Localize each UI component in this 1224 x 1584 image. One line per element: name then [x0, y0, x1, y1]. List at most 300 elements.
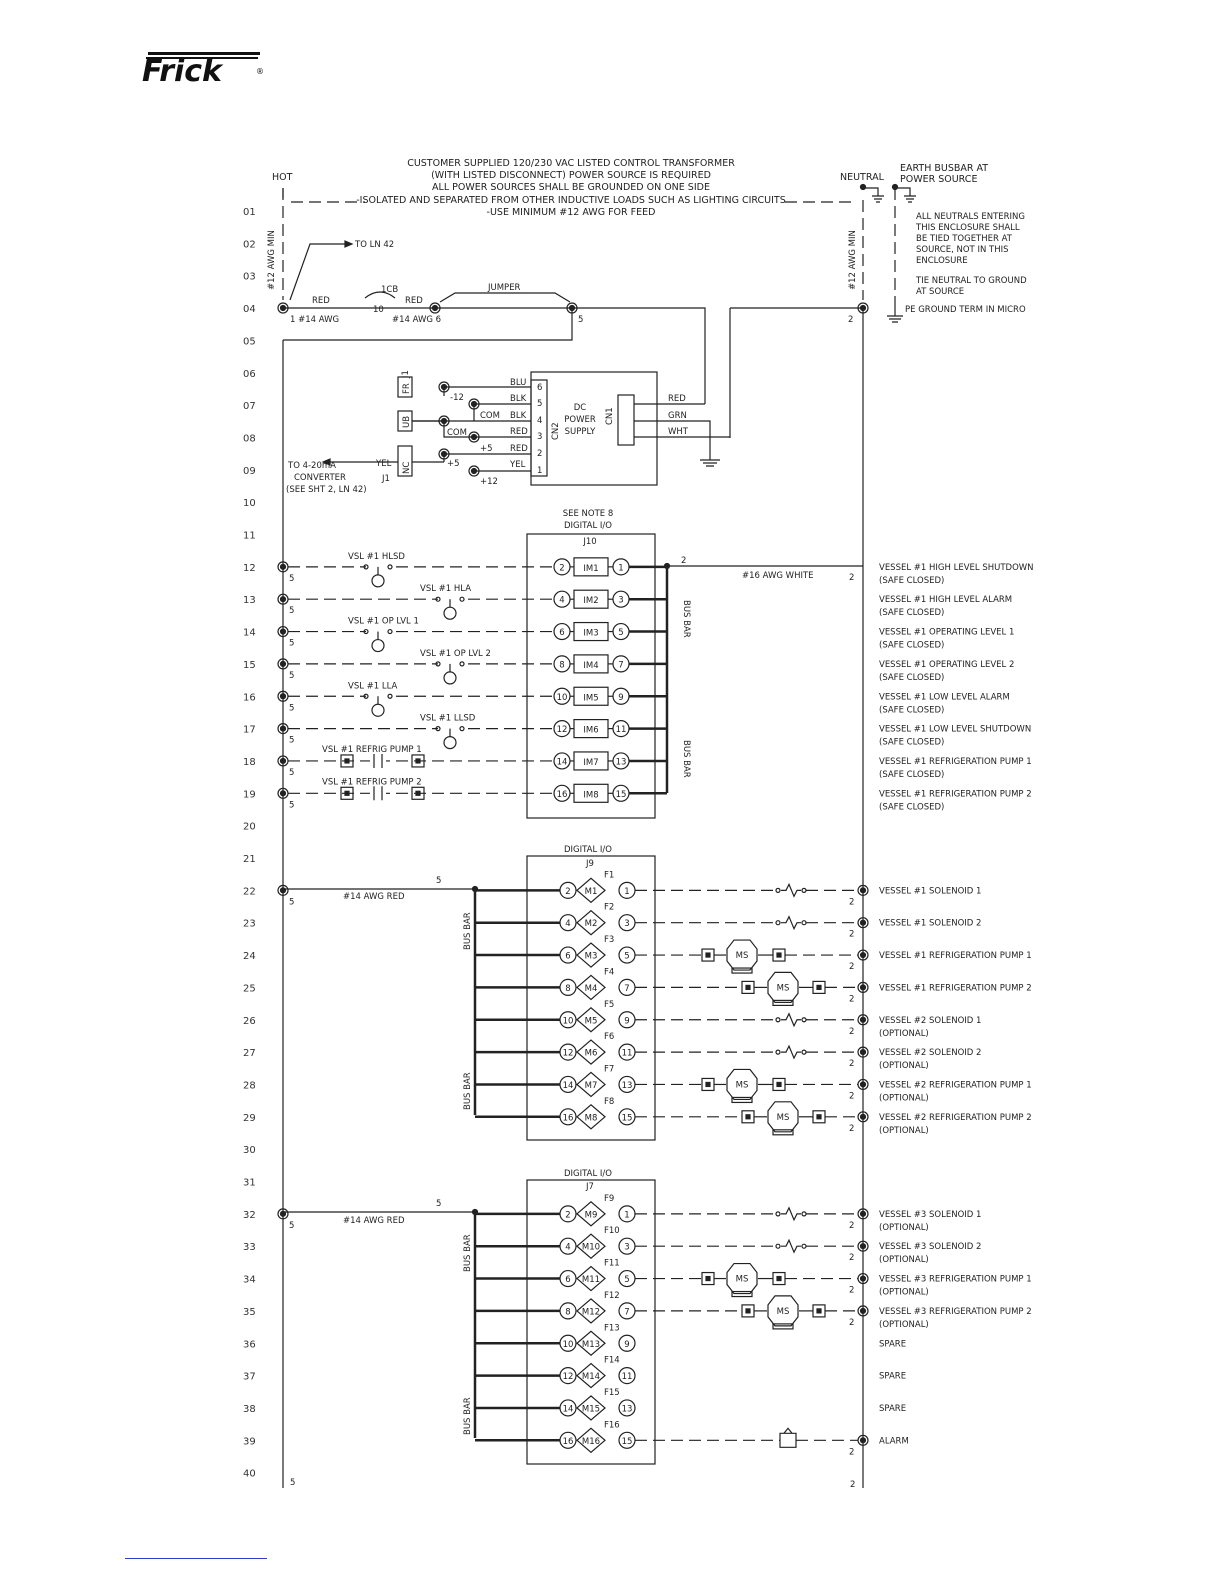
pin-number: 5	[624, 1275, 630, 1286]
svg-text:6: 6	[537, 383, 543, 393]
solenoid-contact	[776, 1018, 780, 1022]
io-description: SPARE	[879, 1403, 907, 1414]
fuse-label: F2	[604, 902, 615, 913]
aux-contact-dot	[777, 953, 781, 957]
line-number: 20	[243, 821, 256, 833]
earth-label-1: EARTH BUSBAR AT	[900, 163, 989, 174]
io-description: VESSEL #1 LOW LEVEL SHUTDOWN	[879, 724, 1032, 735]
output-module-label: M16	[581, 1436, 601, 1447]
output-module-label: M11	[581, 1275, 601, 1286]
line-number: 31	[243, 1177, 256, 1189]
wire-node	[861, 1114, 866, 1119]
jumper-label: JUMPER	[488, 283, 521, 293]
line-number: 11	[243, 530, 256, 542]
svg-text:BUS BAR: BUS BAR	[463, 1397, 473, 1435]
earth-label-2: POWER SOURCE	[900, 174, 978, 185]
solenoid-contact	[802, 1244, 806, 1248]
pin-number: 3	[624, 919, 630, 930]
line-number: 16	[243, 692, 256, 704]
wire-node	[281, 726, 286, 731]
pin-number: 13	[621, 1080, 633, 1091]
wire-node	[281, 597, 286, 602]
wire-node	[861, 1017, 866, 1022]
io-subdescription: (OPTIONAL)	[879, 1319, 929, 1330]
svg-text:DIGITAL I/O: DIGITAL I/O	[564, 1169, 612, 1179]
wire-node	[861, 1050, 866, 1055]
pin-number: 12	[562, 1372, 574, 1383]
line-number: 23	[243, 918, 256, 930]
switch-label: VSL #1 LLA	[348, 681, 398, 692]
line-number: 37	[243, 1371, 256, 1383]
logo-text: Frick	[142, 54, 223, 88]
switch-label: VSL #1 HLSD	[348, 551, 405, 562]
svg-text:CN2: CN2	[551, 422, 561, 440]
pin-number: 7	[618, 660, 624, 671]
awg-min-right: #12 AWG MIN	[848, 230, 858, 290]
line-number: 27	[243, 1048, 256, 1060]
solenoid-contact	[802, 888, 806, 892]
pin-number: 2	[559, 563, 565, 574]
svg-text:GRN: GRN	[668, 411, 687, 421]
line-number: 36	[243, 1339, 256, 1351]
line-number: 29	[243, 1112, 256, 1124]
aux-contact-dot	[345, 759, 349, 763]
tie-note-1: TIE NEUTRAL TO GROUND	[916, 276, 1027, 286]
switch-label: VSL #1 HLA	[420, 584, 472, 595]
svg-text:WHT: WHT	[668, 427, 688, 437]
output-module-label: M5	[584, 1016, 598, 1027]
svg-text:5: 5	[290, 1478, 296, 1488]
svg-text:5: 5	[578, 315, 584, 325]
wire-number: 2	[849, 962, 855, 973]
input-module-label: IM6	[583, 725, 599, 736]
io-description: ALARM	[879, 1436, 909, 1447]
svg-text:3: 3	[537, 432, 543, 442]
wire-node	[281, 694, 286, 699]
pin-number: 10	[562, 1016, 574, 1027]
pin-number: 7	[624, 1307, 630, 1318]
wire-number: 2	[849, 1026, 855, 1037]
pin-number: 4	[559, 595, 565, 606]
line-number: 13	[243, 595, 256, 607]
svg-text:2: 2	[537, 449, 543, 459]
pin-number: 1	[624, 886, 630, 897]
note-line-1: CUSTOMER SUPPLIED 120/230 VAC LISTED CONTROL TRANSFORMER	[407, 158, 735, 169]
pin-number: 15	[621, 1113, 633, 1124]
motor-starter-label: MS	[735, 951, 749, 962]
wire-label-1: 1 #14 AWG	[290, 315, 340, 325]
fuse-label: F3	[604, 935, 615, 946]
pin-number: 10	[562, 1339, 574, 1350]
io-description: VESSEL #3 REFRIGERATION PUMP 1	[879, 1274, 1032, 1285]
wire-label-2: #14 AWG 6	[392, 315, 442, 325]
svg-text:BUS BAR: BUS BAR	[681, 600, 691, 638]
alarm-horn-icon	[780, 1428, 796, 1447]
switch-label: VSL #1 OP LVL 2	[420, 648, 491, 659]
io-description: VESSEL #3 SOLENOID 2	[879, 1242, 982, 1253]
line-number: 30	[243, 1145, 256, 1157]
svg-text:COM: COM	[480, 411, 500, 421]
pin-number: 13	[621, 1404, 633, 1415]
io-subdescription: (OPTIONAL)	[879, 1125, 929, 1136]
wire-number: 5	[289, 767, 295, 778]
wire-number: 2	[849, 1123, 855, 1134]
io-subdescription: (OPTIONAL)	[879, 1061, 929, 1072]
pin-number: 1	[624, 1210, 630, 1221]
pin-number: 13	[615, 757, 627, 768]
aux-contact-dot	[746, 1309, 750, 1313]
io-subdescription: (SAFE CLOSED)	[879, 737, 945, 748]
svg-text:#16 AWG WHITE: #16 AWG WHITE	[742, 571, 814, 581]
io-subdescription: (SAFE CLOSED)	[879, 575, 945, 586]
output-module-label: M14	[581, 1372, 601, 1383]
note-line-5: -USE MINIMUM #12 AWG FOR FEED	[486, 207, 656, 218]
pin-number: 2	[565, 1210, 571, 1221]
svg-text:POWER: POWER	[564, 415, 596, 425]
float-switch-icon	[372, 640, 384, 652]
solenoid-contact	[802, 921, 806, 925]
io-description: SPARE	[879, 1371, 907, 1382]
fuse-label: F4	[604, 967, 615, 978]
solenoid-contact	[802, 1050, 806, 1054]
aux-contact-dot	[345, 791, 349, 795]
pin-number: 3	[618, 595, 624, 606]
wire-number: 5	[289, 897, 295, 908]
aux-contact-dot	[817, 985, 821, 989]
line-number: 04	[243, 304, 256, 316]
solenoid-contact	[802, 1212, 806, 1216]
switch-label: VSL #1 REFRIG PUMP 2	[322, 777, 422, 788]
output-module-label: M1	[584, 886, 598, 897]
aux-contact-dot	[416, 791, 420, 795]
wire-number: 2	[849, 1447, 855, 1458]
wire-number: 5	[289, 703, 295, 714]
fuse-label: F13	[604, 1323, 620, 1334]
pin-number: 8	[565, 1307, 571, 1318]
pin-number: 4	[565, 919, 571, 930]
io-description: VESSEL #3 SOLENOID 1	[879, 1209, 982, 1220]
solenoid-contact	[776, 888, 780, 892]
fuse-label: F8	[604, 1096, 615, 1107]
svg-text:4: 4	[537, 416, 543, 426]
wire-node	[861, 1438, 866, 1443]
line-number: 02	[243, 239, 256, 251]
io-subdescription: (OPTIONAL)	[879, 1287, 929, 1298]
output-module-label: M7	[584, 1080, 598, 1091]
svg-text:5: 5	[436, 876, 442, 886]
svg-text:#14 AWG RED: #14 AWG RED	[343, 1216, 405, 1226]
line-number: 39	[243, 1436, 256, 1448]
io-subdescription: (SAFE CLOSED)	[879, 672, 945, 683]
pin-number: 6	[565, 951, 571, 962]
line-number: 35	[243, 1306, 256, 1318]
wire-number: 2	[849, 1220, 855, 1231]
wire-number: 5	[289, 800, 295, 811]
wire-red-2: RED	[405, 296, 423, 306]
pin-number: 6	[565, 1275, 571, 1286]
line-number: 40	[243, 1468, 256, 1480]
svg-text:BLK: BLK	[510, 411, 527, 421]
io-subdescription: (OPTIONAL)	[879, 1028, 929, 1039]
svg-text:RED: RED	[668, 394, 686, 404]
io-description: VESSEL #2 SOLENOID 2	[879, 1048, 982, 1059]
line-number: 08	[243, 433, 256, 445]
neutral-note-3: BE TIED TOGETHER AT	[916, 234, 1012, 244]
wire-number: 5	[289, 573, 295, 584]
output-module-label: M4	[584, 983, 598, 994]
line-number: 10	[243, 498, 256, 510]
io-description: SPARE	[879, 1339, 907, 1350]
io-description: VESSEL #1 REFRIGERATION PUMP 2	[879, 983, 1032, 994]
fuse-label: F7	[604, 1064, 615, 1075]
io-subdescription: (OPTIONAL)	[879, 1093, 929, 1104]
solenoid-contact	[776, 921, 780, 925]
input-module-label: IM5	[583, 693, 599, 704]
pin-number: 15	[615, 789, 627, 800]
aux-contact-dot	[817, 1115, 821, 1119]
pin-number: 2	[565, 886, 571, 897]
wire-node	[861, 888, 866, 893]
pin-number: 10	[556, 692, 568, 703]
pin-number: 1	[618, 563, 624, 574]
wire-number: 2	[849, 1059, 855, 1070]
pin-number: 16	[556, 789, 568, 800]
output-module-label: M9	[584, 1210, 598, 1221]
neutral-note-1: ALL NEUTRALS ENTERING	[916, 212, 1025, 222]
output-module-label: M8	[584, 1113, 598, 1124]
line-number: 07	[243, 401, 256, 413]
output-module-label: M13	[581, 1339, 601, 1350]
io-subdescription: (OPTIONAL)	[879, 1222, 929, 1233]
solenoid-contact	[776, 1212, 780, 1216]
input-module-label: IM4	[583, 660, 599, 671]
solenoid-coil-icon	[781, 1240, 801, 1252]
wire-number: 5	[289, 606, 295, 617]
footer-rule	[125, 1558, 267, 1559]
fuse-label: F16	[604, 1420, 620, 1431]
svg-text:BUS BAR: BUS BAR	[463, 1234, 473, 1272]
input-module-label: IM1	[583, 563, 599, 574]
wire-number: 2	[849, 897, 855, 908]
io-description: VESSEL #1 SOLENOID 2	[879, 918, 982, 929]
svg-text:+5: +5	[480, 444, 493, 454]
svg-text:J1: J1	[382, 474, 390, 484]
aux-contact-dot	[416, 759, 420, 763]
svg-text:RED: RED	[510, 427, 528, 437]
output-module-label: M2	[584, 919, 598, 930]
aux-contact-dot	[746, 985, 750, 989]
io-subdescription: (SAFE CLOSED)	[879, 705, 945, 716]
neutral-note-2: THIS ENCLOSURE SHALL	[916, 223, 1020, 233]
wire-node	[281, 791, 286, 796]
switch-label: VSL #1 OP LVL 1	[348, 616, 419, 627]
line-number: 22	[243, 886, 256, 898]
wire-node	[861, 1276, 866, 1281]
input-module-label: IM8	[583, 790, 599, 801]
pin-number: 11	[621, 1048, 633, 1059]
aux-contact-dot	[746, 1115, 750, 1119]
line-number: 21	[243, 854, 256, 865]
awg-min-left: #12 AWG MIN	[267, 230, 277, 290]
io-description: VESSEL #1 REFRIGERATION PUMP 1	[879, 756, 1032, 767]
switch-label: VSL #1 LLSD	[420, 713, 476, 724]
wire-number: 2	[849, 1253, 855, 1264]
svg-text:BUS BAR: BUS BAR	[681, 740, 691, 778]
line-number: 01	[243, 207, 256, 218]
wire-number: 2	[849, 1317, 855, 1328]
svg-text:J1: J1	[401, 370, 411, 378]
pin-number: 7	[624, 983, 630, 994]
svg-text:NC: NC	[402, 461, 412, 474]
pin-number: 14	[556, 757, 568, 768]
svg-text:CN1: CN1	[605, 407, 615, 425]
input-module-label: IM3	[583, 628, 599, 639]
wire-node	[861, 1211, 866, 1216]
wire-node	[861, 920, 866, 925]
svg-text:SEE NOTE 8: SEE NOTE 8	[562, 509, 614, 519]
io-description: VESSEL #1 REFRIGERATION PUMP 1	[879, 951, 1032, 962]
aux-contact-dot	[777, 1082, 781, 1086]
svg-text:BUS BAR: BUS BAR	[463, 1072, 473, 1110]
line-number: 06	[243, 368, 256, 380]
neutral-note-5: ENCLOSURE	[916, 256, 968, 266]
motor-starter-label: MS	[735, 1274, 749, 1285]
svg-text:J9: J9	[586, 859, 594, 869]
io-description: VESSEL #1 HIGH LEVEL ALARM	[879, 595, 1013, 606]
aux-contact-dot	[817, 1309, 821, 1313]
io-description: VESSEL #1 LOW LEVEL ALARM	[879, 692, 1010, 703]
io-description: VESSEL #1 OPERATING LEVEL 2	[879, 659, 1015, 670]
solenoid-coil-icon	[781, 884, 801, 896]
wire-number: 5	[289, 670, 295, 681]
io-description: VESSEL #2 REFRIGERATION PUMP 2	[879, 1112, 1032, 1123]
output-module-label: M6	[584, 1048, 598, 1059]
svg-text:SUPPLY: SUPPLY	[564, 427, 596, 437]
pin-number: 3	[624, 1242, 630, 1253]
io-description: VESSEL #2 SOLENOID 1	[879, 1015, 982, 1026]
motor-starter-label: MS	[776, 1112, 790, 1123]
contact-gap	[370, 754, 386, 768]
input-module-label: IM7	[583, 757, 599, 768]
io-subdescription: (SAFE CLOSED)	[879, 608, 945, 619]
pin-number: 12	[556, 725, 568, 736]
wire-number: 2	[849, 1285, 855, 1296]
wire-node	[861, 953, 866, 958]
svg-text:DIGITAL I/O: DIGITAL I/O	[564, 845, 612, 855]
io-subdescription: (SAFE CLOSED)	[879, 802, 945, 813]
fuse-label: F10	[604, 1226, 620, 1237]
switch-label: VSL #1 REFRIG PUMP 1	[322, 744, 422, 755]
wire-node	[861, 1308, 866, 1313]
svg-text:1: 1	[537, 466, 543, 476]
wire-node	[281, 661, 286, 666]
svg-text:+12: +12	[480, 477, 498, 487]
line-number: 32	[243, 1209, 256, 1221]
aux-contact-dot	[777, 1277, 781, 1281]
pin-number: 16	[562, 1436, 574, 1447]
svg-text:+5: +5	[447, 459, 460, 469]
svg-text:FR: FR	[402, 383, 412, 394]
float-switch-icon	[372, 704, 384, 716]
neutral-label: NEUTRAL	[840, 172, 884, 183]
aux-contact-dot	[706, 953, 710, 957]
io-description: VESSEL #1 OPERATING LEVEL 1	[879, 627, 1015, 638]
line-number: 33	[243, 1242, 256, 1254]
line-number: 24	[243, 951, 256, 963]
wire-number: 5	[289, 735, 295, 746]
wire-number: 5	[289, 1220, 295, 1231]
output-module-label: M15	[581, 1404, 601, 1415]
svg-text:DIGITAL I/O: DIGITAL I/O	[564, 521, 612, 531]
note-line-4: -ISOLATED AND SEPARATED FROM OTHER INDUCTIVE LOADS SUCH AS LIGHTING CIRCUITS	[356, 195, 786, 206]
input-module-label: IM2	[583, 596, 599, 607]
svg-text:CONVERTER: CONVERTER	[294, 473, 346, 483]
aux-contact-dot	[706, 1082, 710, 1086]
svg-text:RED: RED	[510, 444, 528, 454]
solenoid-contact	[776, 1050, 780, 1054]
io-subdescription: (OPTIONAL)	[879, 1255, 929, 1266]
io-description: VESSEL #1 SOLENOID 1	[879, 886, 982, 897]
aux-contact-dot	[706, 1277, 710, 1281]
fuse-label: F12	[604, 1290, 620, 1301]
line-number: 28	[243, 1080, 256, 1092]
line-number: 12	[243, 562, 256, 574]
pin-number: 9	[624, 1339, 630, 1350]
wire-red-1: RED	[312, 296, 330, 306]
wire-node	[861, 985, 866, 990]
pin-number: 14	[562, 1080, 574, 1091]
solenoid-contact	[802, 1018, 806, 1022]
pin-number: 8	[559, 660, 565, 671]
line-number: 26	[243, 1015, 256, 1027]
float-switch-icon	[372, 575, 384, 587]
solenoid-coil-icon	[781, 1208, 801, 1220]
pin-number: 4	[565, 1242, 571, 1253]
float-switch-icon	[444, 737, 456, 749]
io-description: VESSEL #3 REFRIGERATION PUMP 2	[879, 1306, 1032, 1317]
motor-starter-label: MS	[776, 1306, 790, 1317]
wire-number: 2	[849, 1091, 855, 1102]
pin-number: 5	[624, 951, 630, 962]
wire-node	[281, 758, 286, 763]
fuse-label: F15	[604, 1387, 620, 1398]
pin-number: 16	[562, 1113, 574, 1124]
io-description: VESSEL #1 HIGH LEVEL SHUTDOWN	[879, 562, 1034, 573]
pin-number: 11	[621, 1372, 633, 1383]
io-description: VESSEL #2 REFRIGERATION PUMP 1	[879, 1080, 1032, 1091]
fuse-label: F6	[604, 1032, 615, 1043]
pin-number: 6	[559, 628, 565, 639]
fuse-label: F1	[604, 870, 615, 881]
line-number: 09	[243, 465, 256, 477]
wire-node	[861, 1082, 866, 1087]
pin-number: 9	[624, 1016, 630, 1027]
pin-number: 12	[562, 1048, 574, 1059]
io-subdescription: (SAFE CLOSED)	[879, 769, 945, 780]
solenoid-contact	[776, 1244, 780, 1248]
to-ln-42: TO LN 42	[355, 240, 395, 250]
output-module-label: M3	[584, 951, 598, 962]
svg-text:5: 5	[436, 1199, 442, 1209]
fuse-label: F5	[604, 999, 615, 1010]
solenoid-coil-icon	[781, 917, 801, 929]
wire-node	[281, 888, 286, 893]
note-line-2: (WITH LISTED DISCONNECT) POWER SOURCE IS REQUIRED	[431, 170, 711, 181]
pin-number: 14	[562, 1404, 574, 1415]
wire-node	[281, 629, 286, 634]
io-subdescription: (SAFE CLOSED)	[879, 640, 945, 651]
svg-text:®: ®	[256, 67, 264, 76]
